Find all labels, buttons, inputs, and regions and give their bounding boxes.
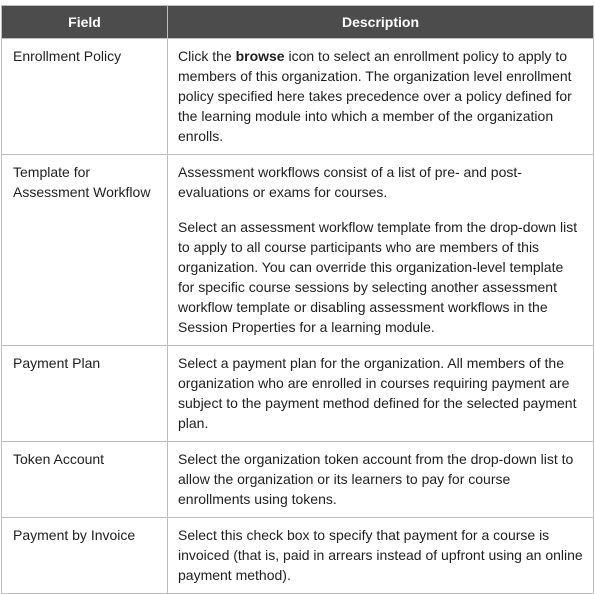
header-row: [2, 6, 594, 39]
field-column-header: Field: [2, 6, 168, 39]
description-column-header: Description: [168, 6, 594, 39]
browse-term: browse: [235, 48, 285, 64]
field-description: [168, 442, 594, 518]
description-paragraph: [178, 46, 583, 146]
description-paragraph: Select an assessment workflow template from the drop-down list to apply to all course participants who are members of this organization. You can override this organization-level template for specific course sessions by selecting another assessment workflow template or disabling assessment workflows in the Session Properties for a learning module.: [178, 219, 578, 335]
description-paragraph: Assessment workflows consist of a list of pre- and post-evaluations or exams for courses.: [178, 164, 522, 200]
field-description: [168, 155, 594, 346]
description-text: icon to select an enrollment policy to apply to members of this organization. The organization level enrollment policy specified here takes precedence over a policy defined for the learning module into which a member of the organization enrolls.: [178, 48, 572, 144]
table-row: [2, 39, 594, 155]
table-row: [2, 346, 594, 442]
field-name: Token Account: [2, 442, 168, 518]
table-row: [2, 155, 594, 346]
field-name: Payment by Invoice: [2, 518, 168, 594]
table-row: [2, 442, 594, 518]
description-paragraph: Select the organization token account from the drop-down list to allow the organization or its learners to pay for course enrollments using tokens.: [178, 451, 574, 507]
field-description: [168, 346, 594, 442]
field-description: [168, 39, 594, 155]
description-text: Click the: [178, 48, 236, 64]
field-description: [168, 518, 594, 594]
field-name: Enrollment Policy: [2, 39, 168, 155]
field-description-table: [1, 5, 594, 594]
field-name: Payment Plan: [2, 346, 168, 442]
field-name: Template for Assessment Workflow: [2, 155, 168, 346]
table-row: [2, 518, 594, 594]
description-paragraph: Select this check box to specify that payment for a course is invoiced (that is, paid in arrears instead of upfront using an online payment method).: [178, 527, 583, 583]
description-paragraph: Select a payment plan for the organization. All members of the organization who are enrolled in courses requiring payment are subject to the payment method defined for the selected payment plan.: [178, 355, 577, 431]
